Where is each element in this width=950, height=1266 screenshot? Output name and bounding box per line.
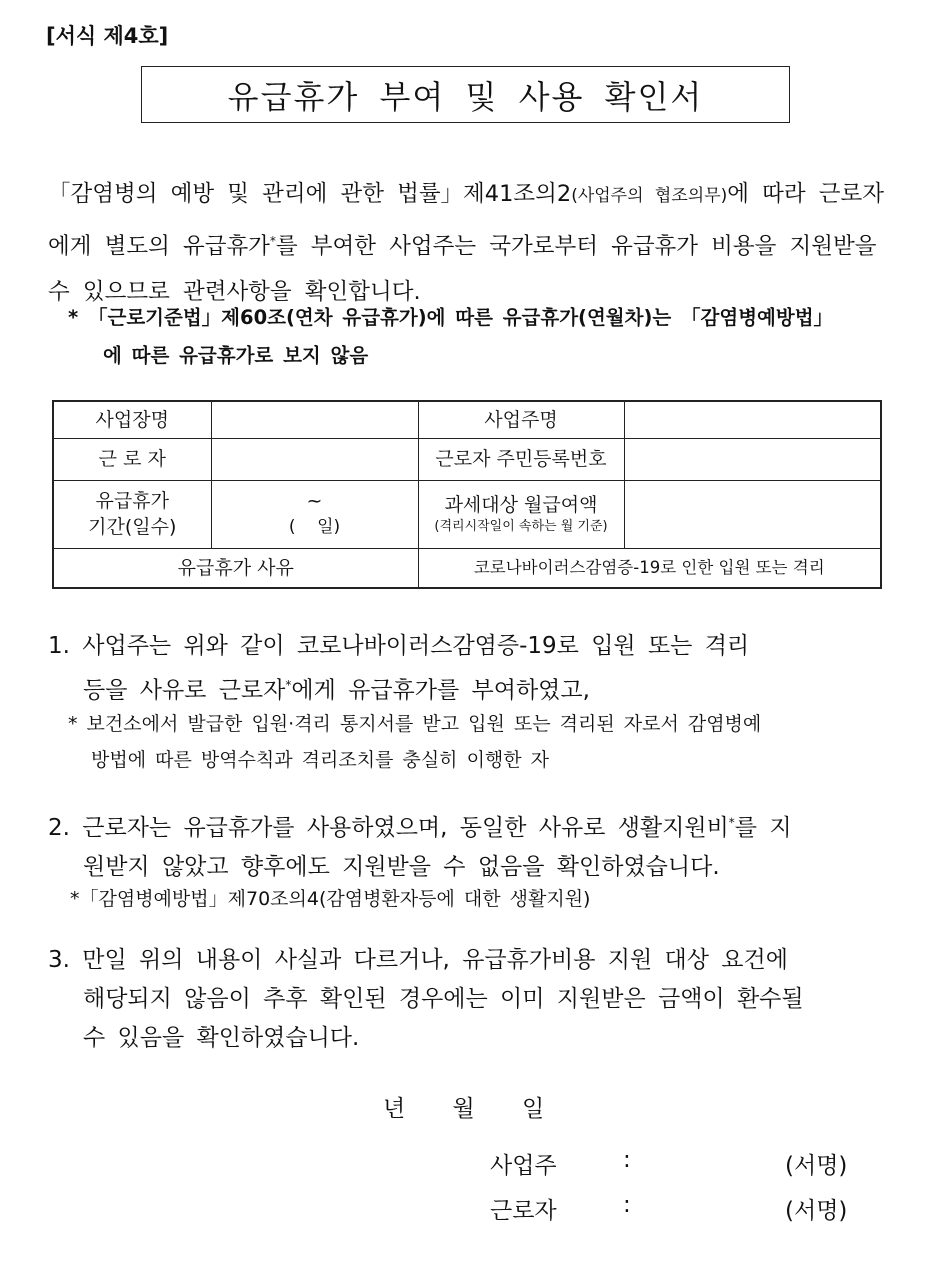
signature-field[interactable]: (서명) [785, 1153, 848, 1179]
info-table [52, 400, 882, 589]
signature-colon: : [623, 1192, 631, 1218]
leave-period-label-2: 기간(일수) [88, 516, 177, 538]
table-row [53, 401, 881, 438]
leave-period-label-1: 유급휴가 [95, 490, 169, 512]
item-2-line-1 [48, 815, 792, 841]
signature-colon: : [623, 1147, 631, 1173]
intro-paragraph [48, 172, 888, 315]
business-name-field[interactable] [211, 401, 418, 438]
table-row [53, 548, 881, 588]
signature-worker [490, 1192, 848, 1225]
salary-label-sub: (격리시작일이 속하는 월 기준) [434, 519, 608, 534]
owner-name-label: 사업주명 [418, 401, 624, 438]
note-line-2: 에 따른 유급휴가로 보지 않음 [103, 344, 369, 367]
item-1-line-2a: 등을 사유로 근로자 [83, 677, 286, 704]
intro-body-2: 를 부여한 사업주는 국가로부터 유급휴가 비용을 지원받을 수 있으므로 관련사항을 확인합니다. [48, 233, 877, 305]
item-1-line-2b: 에게 유급휴가를 부여하였고, [291, 677, 590, 704]
asterisk-mark: * [285, 678, 292, 692]
item-2-line-2: 원받지 않았고 향후에도 지원받을 수 없음을 확인하였습니다. [83, 853, 720, 880]
leave-period-label [53, 480, 211, 548]
law-reference: 「감염병의 예방 및 관리에 관한 법률」제41조의2 [48, 181, 572, 207]
business-name-label: 사업장명 [53, 401, 211, 438]
paid-leave-note [68, 299, 898, 375]
item-1 [48, 627, 888, 711]
law-reference-sub: (사업주의 협조의무) [571, 186, 728, 206]
item-3-line-3: 수 있음을 확인하였습니다. [83, 1025, 360, 1051]
date-line: 년 월 일 [383, 1096, 545, 1122]
worker-label: 근 로 자 [53, 438, 211, 480]
item-2-note: *「감염병예방법」제70조의4(감염병환자등에 대한 생활지원) [70, 888, 591, 910]
leave-period-field[interactable] [211, 480, 418, 548]
leave-reason-value: 코로나바이러스감염증-19로 인한 입원 또는 격리 [418, 548, 881, 588]
item-1-note-line-2: 방법에 따른 방역수칙과 격리조치를 충실히 이행한 자 [91, 749, 550, 771]
salary-label [418, 480, 624, 548]
signature-role: 근로자 [490, 1198, 557, 1224]
item-1-line-2 [48, 666, 888, 711]
item-3 [48, 941, 888, 1058]
note-line-1: * 「근로기준법」제60조(연차 유급휴가)에 따른 유급휴가(연월차)는 「감염병예방법」 [68, 306, 834, 329]
item-1-note [68, 706, 898, 778]
asterisk-mark: * [269, 234, 276, 248]
leave-reason-label: 유급휴가 사유 [53, 548, 418, 588]
worker-field[interactable] [211, 438, 418, 480]
item-1-line-1: 1. 사업주는 위와 같이 코로나바이러스감염증-19로 입원 또는 격리 [48, 633, 750, 659]
item-2-line-1b: 를 지 [734, 814, 792, 841]
owner-name-field[interactable] [624, 401, 881, 438]
signature-field[interactable]: (서명) [785, 1198, 848, 1224]
rrn-field[interactable] [624, 438, 881, 480]
item-2 [48, 803, 888, 887]
item-3-line-2: 해당되지 않음이 추후 확인된 경우에는 이미 지원받은 금액이 환수될 [83, 986, 804, 1012]
intro-body: 에 따라 근로자에게 별도의 유급휴가 [48, 181, 884, 260]
salary-label-main: 과세대상 월급여액 [444, 494, 598, 516]
document-title: 유급휴가 부여 및 사용 확인서 [141, 66, 790, 123]
item-1-note-line-1: * 보건소에서 발급한 입원·격리 통지서를 받고 입원 또는 격리된 자로서 감염병예 [68, 713, 762, 735]
period-tilde: ~ [306, 490, 323, 512]
item-3-line-1: 3. 만일 위의 내용이 사실과 다르거나, 유급휴가비용 지원 대상 요건에 [48, 947, 788, 973]
asterisk-mark: * [728, 815, 735, 829]
signature-employer [490, 1147, 848, 1180]
item-2-line-1a: 2. 근로자는 유급휴가를 사용하였으며, 동일한 사유로 생활지원비 [48, 814, 729, 841]
period-days: ( 일) [288, 517, 341, 537]
form-number: [서식 제4호] [46, 24, 169, 48]
signature-role: 사업주 [490, 1153, 557, 1179]
salary-field[interactable] [624, 480, 881, 548]
table-row [53, 438, 881, 480]
table-row [53, 480, 881, 548]
rrn-label: 근로자 주민등록번호 [418, 438, 624, 480]
